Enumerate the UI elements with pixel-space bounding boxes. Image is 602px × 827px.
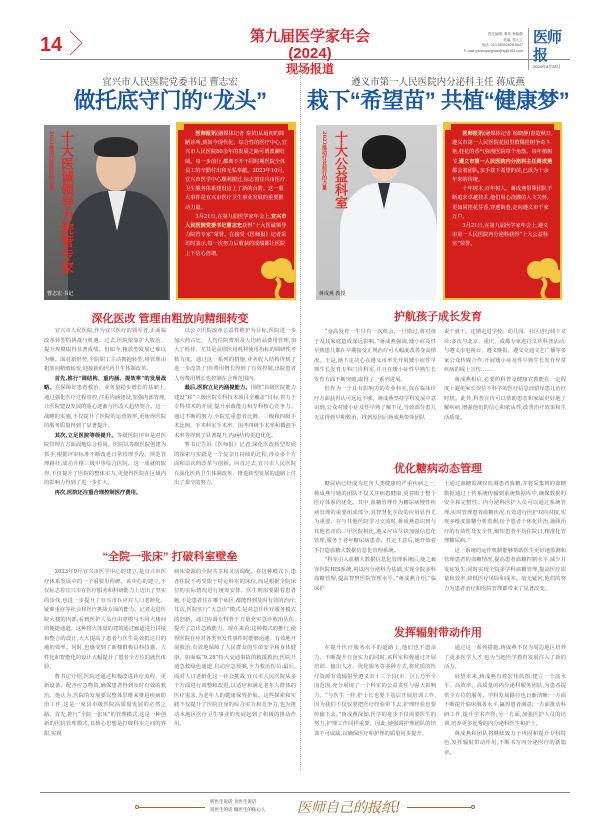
photo-caption: 曹志宏 书记	[47, 291, 74, 297]
right-article-kicker: 遵义市第一人民医院内分泌科主任 蒋成燕	[351, 77, 525, 88]
footer-motto: 医师自己的报纸!	[297, 800, 401, 816]
paragraph-lead: 再次,医院还注重合理控制医疗费用。	[54, 489, 142, 496]
intro-paragraph: 十年树木,百年树人。蒋成燕带领团队不断追求卓越技术,他们用心浇灌的人文关怀,更如同桂花芬香,穿透街巷,走向遵义市千家万户。	[452, 186, 553, 220]
right-section-heading-3: 发挥辐射带动作用	[394, 627, 482, 639]
paragraph: 以公立医院改革公益性维护为目标,医院进一步加大药占比、人均住院费用及人均药品费用管理,加大了耗材、尤其是高值医用耗材使用指标的调研性考核力度。通过这一系列的措施,业务收入结构得到了进一步改善,门诊费用增长得到了有效控制,出院患者人均费用增长也控制在合理范围内。	[174, 328, 296, 382]
text-column	[174, 327, 296, 503]
text-column	[444, 328, 566, 450]
intro-text: 获得“十大医诚领导力院管专家”荣誉。在接受《医师报》记者采访时表示,每一次努力后收获的成绩都让医院上下信心倍增。	[185, 223, 287, 257]
text-column	[174, 568, 296, 788]
paragraph-lead: 最后,医院立足内涵提能力。	[184, 385, 251, 391]
editor-line: 美编: 蔡元文	[503, 37, 523, 42]
left-section-1-body	[44, 327, 296, 503]
issue-date: 2024年3月28日	[533, 64, 561, 69]
right-section-1-body	[314, 328, 566, 450]
byline-note: (融媒体记者 秦苗)	[216, 131, 259, 137]
portrait-white-coat	[340, 183, 437, 300]
auspicious-cloud-icon	[256, 256, 296, 300]
text-column	[314, 328, 436, 450]
text-column	[444, 644, 566, 788]
paragraph: 宜兴市人民医院,作为宜兴医疗的领军者,正面临改革转型的挑战与机遇。过去,医院依靠扩大收治、提升规模取得显著成绩。但如今,粗放型发展已难以为继。面对新形势,全院职工主动拥抱转型,将管理由粗放向精细转变,迎接新的医药卫生体制改革。	[44, 328, 166, 372]
byline-note: (融媒体记者 杨晓静)	[483, 131, 531, 137]
text-column	[314, 644, 436, 788]
right-article-headline: 栽下“希望苗” 共植“健康梦”	[306, 88, 570, 113]
photo-caption: 蒋成燕 教授	[319, 291, 346, 297]
paragraph: 蒋成燕相信,必要的科普及健康宣教能在一定程度上避免家长误信不科学的医疗信息而错误患儿治疗时机。此外,科普宣传可以帮助患者和家属更好地了解疾病,增强他们的信心和依从性,改善治疗效果和生活质量。	[444, 376, 566, 421]
intro-text: 3月21日,在第九届医学家年会上,	[195, 213, 271, 220]
left-portrait-photo	[44, 125, 170, 300]
paragraph-lead: 首先,推行“调结构、重内涵、提效率”的发展战略。	[44, 375, 166, 391]
ornament-dot	[471, 805, 475, 809]
paragraph: 病床资源的全院共享和灵活调配。在这种模式下,患者住院不再受限于特定科室的床位,而是根据全院床位的实际情况进行统筹安排。医生则需要跟着患者跑,不论患者住在哪个病区,都能得到及时有效的治疗;其次,医院实行“大急诊”模式,是对急诊医疗服务模式的创新。通过协调专科骨干力量充实急诊救治队伍,提升了急诊急救能力。现在来看,这种模式的推行,使得医院在应对各类突发性事件时能够迅速、有效地开展救治,有效地保障了人民群众的生命安全和身体健康。如面临“9.28”特大交通事故的救援救治,医院开通急救绿色通道,启动应急预案,全力救治伤员;最后,面对人口老龄化这一社会挑战,宜兴市人民医院从多个方面进行调整和改进,以适应和满足老年人群体的医疗需求,为老年人的健康保驾护航。这些探索和实践不仅提升了医院自身的综合实力和竞争力,也为推动本地区医疗卫生事业的发展起到了积极的推动作用。	[174, 569, 296, 727]
right-intro-box	[443, 122, 562, 300]
text-column	[44, 327, 166, 503]
portrait-hair	[94, 137, 138, 157]
paragraph: 蒋成燕和团队将继续致力于巩固和提升专科特色,发挥辐射带动作用,不断书写内分泌医疗的新篇章。	[444, 730, 566, 756]
honoree-name: 遵义市第一人民医院内分泌科主任蒋成燕	[458, 158, 553, 165]
left-section-2-body	[44, 568, 296, 788]
text-column	[314, 480, 436, 615]
photo-award-subtitle: 2023推动行业前行的力量	[48, 131, 54, 190]
paragraph-text: 围绕“县级医院能力建设”和“三级医院专科技术项目全覆盖”目标,着力于专科技术的开展,提升承载能力和专科核心竞争力。通过不断的努力,全院危重患者比例、三级和四级手术比例、手术科室手术率、国考四级手术率和微创手术率等得到了显著提升,内涵结构更趋优化。	[174, 385, 296, 439]
paragraph: “身高发育一生只有一次机会,一旦错过,将对孩子及其家庭造成深远影响。”蒋成燕强调,矮小症及性早熟患儿都在早期接受正规治疗可大幅度改善身高情况。于是,她下定决心在遵义市率先开展矮小症性早熟生长发育专科门诊科室,并且在矮小症性早熟生长发育方面不断突破,取得了一系列进展。	[314, 329, 436, 383]
right-section-2-body	[314, 480, 566, 615]
right-section-3-body	[314, 644, 566, 788]
left-article-kicker: 宜兴市人民医院党委书记 曹志宏	[102, 77, 238, 88]
paragraph	[174, 384, 296, 441]
paragraph: 在提升医疗服务水平的道路上,他们也不遗余力。不断提升自身实力的同时,该科室积极通过开展培训、输出人才、优化服务等多种方式,将优质的医疗资源有效辐射至遵义市十三个县(市、区),乃至全国范围,充分展现了一个科室的公益责任与强大影响力。“与医生一样,护士长也要下基层开展培训工作,因为我们不仅仅要把医疗经验带下去,护理经验也要传输下去。”蒋成燕深知,医学的进步不仅需要医生的努力,护理工作同样重要。因此,她强调护理团队的培训不可或缺,以确保医疗和护理的质量同步提升。	[314, 645, 436, 737]
editor-email[interactable]: E-mail:yisbaoyangxiaojing@163.com	[464, 48, 523, 53]
paragraph: 通过这一系列措施,蒋成燕不仅为周边地区培养了更多医学人才,也为当地医学教育发展注入了新的活力。	[444, 645, 566, 670]
left-intro-box	[176, 122, 296, 300]
photo-award-title: 十大公益科室	[332, 131, 347, 209]
paragraph: 曹书记介绍,医院还通过积极改进诊疗流程、更新设备、配齐应急物资,确保患者得到及时有效的救治。他认为,医院的发展要以整体思维来推进疾病防治工作,这是一家县市级医院高质量发展的必然之路。首先,推行“全院一张床”的管理模式,这是一种创新的医院管理模式,其核心思想是打破科室之间的界限,实现	[44, 673, 166, 737]
byline: 医师报讯	[462, 131, 484, 137]
intro-paragraph: 从最初的简陋诊所,到如今现代化、综合性的医疗中心,宜兴市人民医院80余年的发展之路可谓波澜壮阔。每一步前行,都离不开不同时期医院全体员工的辛勤付出和无私奉献。2023年10月,宜兴市医学中心顺利搬迁,标志着宜兴市医疗卫生服务体系建设迈上了新的台阶。这一重大事件是宜兴市医疗卫生事业发展的重要推动力量。	[185, 131, 287, 211]
paragraph: 2023年9月宜兴市医学中心的建立,是宜兴市医疗体系发展中的一个重要里程碑。该中心的建立,不仅标志着宜兴市在医疗服务和科研能力上迈出了坚实的步伐,也进一步提升了宜兴市在应对人口老龄化、疑难重症等社会和医疗挑战方面的能力。记者走进医院大楼的内部,看到医护人员自由穿梭与不同大楼间的便捷通道。这种将大体量的建筑通过廊道进行拼接和整合的设计,大大提高了患者与医生高效抵达目的地的效率。同时,也感受到了新楼群极具科技感、人性化和智能化的设计大幅提升了患者全方位的就医体验。	[44, 569, 166, 670]
ornament-line	[139, 807, 205, 808]
paragraph: 这一系统的运作机制能够帮助医生更好地监测和管理患者的血糖情况,提高患者血糖控制水平,减少并发症发生;同时实现全院多学科血糖管理,提高医疗质量和效率,降低医疗风险和成本。毫无疑问,他们的努力为患者治疗和医院管理都带来了显著改变。	[444, 547, 566, 592]
slogan-line: 说医生的话 做医生的贴心人	[210, 808, 266, 813]
section-title-main: 第九届医学家年会(2024)	[249, 28, 370, 62]
footer-slogan	[210, 799, 265, 815]
right-portrait-photo	[316, 125, 437, 300]
auspicious-cloud-icon	[522, 256, 562, 300]
paragraph: 曹书记告诉《医师报》记者,深化医改转型发展的探索与实践是一个复杂且持续的过程,涉及多个方面和层次的改革与创新。回首过去,宜兴市人民医院在深化医药卫生体制改革、推进转型发展的道路上付出了艰辛的努力。	[174, 442, 296, 486]
right-section-heading-2: 优化糖病动态管理	[394, 463, 482, 475]
masthead	[40, 28, 570, 76]
photo-award-subtitle: 2023推动行业前行的力量	[321, 131, 327, 190]
editor-line: 责任编辑: 秦苗 杨晓静	[487, 32, 523, 36]
portrait-hair	[362, 135, 406, 169]
text-column	[444, 480, 566, 615]
honoree-name: 宜兴市人民医院党委书记曹志宏	[185, 213, 287, 230]
column-divider	[300, 66, 301, 771]
slogan-line: 听医生说话 为医生说话	[210, 800, 257, 805]
paragraph: 展望未来,蒋成燕有着宏伟蓝图:建立一个高水平、高效率、高质量的内分泌科服务团队,为患者提供全方位的服务。学科发展路径也日渐清晰:一方面不断提升临床服务水平,赢得患者满意;一方面推动科研工作,提升学术声誉;另一方面,加强医护人员的培训,培养更多优秀的内分泌科医生和护士。	[444, 673, 566, 727]
page-number: 14	[40, 34, 63, 56]
editor-phone: 电话: 010-58302828-6847	[481, 43, 523, 47]
photo-award-title: 十大医诚领导力院管专家	[58, 131, 73, 274]
logo-text: 医师报	[533, 28, 562, 64]
footer-rule	[40, 792, 570, 793]
right-section-heading-1: 护航孩子成长发育	[394, 311, 482, 323]
paragraph	[44, 432, 166, 489]
intro-text: 都会着团队,亲手栽下希望的苗,已成为十余年来的传统。	[452, 167, 549, 184]
byline: 医师报讯	[195, 131, 217, 137]
chevron-right-icon	[68, 30, 84, 56]
text-column	[44, 568, 166, 788]
left-section-heading-2: “全院一张床” 打破科室壁垒	[102, 551, 238, 563]
intro-paragraph: 3月21日,在第九届医学家年会上,遵义市第一人民医院内分泌科获得“十大公益科室”荣誉。	[452, 223, 549, 248]
newspaper-logo	[528, 28, 572, 70]
left-article-headline: 做托底守门的“龙头”	[73, 88, 267, 113]
paragraph	[44, 489, 166, 499]
footer-slogan-banner	[135, 797, 475, 817]
paragraph-text: 等级医院评审是对医院管理方方面面地综合检阅。医院以等级医院创建为抓手,根据评审标准不断改进日常管理手段、规范管理路径,成功升格三级甲等综合医院。这一成就的取得,不仅提升了医院的整体实力,更使得医院在区域内的影响力得到了进一步扩大。	[44, 432, 166, 486]
paragraph: 说干就干。定期走进学校、幼儿园、社区进行线下义诊;多次与北京、重庆、成都专家进行义诊科普活动;与遵义市电视台、遵义晚报、遵义交通文艺广播等多家公众传媒合作,开展矮小症及性早熟生长发育异常疾病的线上宣传……	[444, 329, 566, 373]
editor-credits	[428, 32, 523, 54]
paragraph: 士通过血糖监测仪监测患者血糖,并将采集到的血糖数据通过上传系统传输到系统数据库中,确保数据的安全和完整性。内分泌科医护人员可以通过系统管理,实时管理患者血糖状况,有效进行医护双向对接,实现多维度血糖分析监测,给予患者个体化诊治,兼顾治疗的有效性及安全性,缩短患者平均住院日,精准化管理糖尿病。”	[444, 481, 566, 544]
paragraph: 糖尿病已经成为危害人类健康的严重疾病之一,蒋成燕与她的团队不仅关注病患健康,更着眼于整个医疗体系的优化。其中,血糖管理作为糖尿病慢性疾病管理的重要组成部分,其智慧化手段的应用显得尤为重要。在与其他医院学习交流时,蒋成燕意识到与其他省市的三甲医院相比,遵义应该尽快加强信息化管理,服务于老年糖尿病患者。打定主意后,她开始着手打造血糖大数据信息化管理系统。	[314, 481, 436, 554]
section-title-sub: 现场报道	[285, 62, 334, 76]
paragraph: 但作为一个具有影响力的专业科室,仅在临床诊疗方面获得认可远远不够。蒋成燕坚持学科发展中意识到,公众对矮小症及性早熟了解不足,导致部分患儿无法得到早期救治。找到原因后蒋成燕带领团队	[314, 386, 436, 421]
section-title	[230, 28, 390, 76]
paragraph-text: 在保障好患者救治、业务量稳步增长的基础上,通过强化医疗过程管控,注重内涵建设,加强内部管理,让医院建设发展的重心逐渐与医改大趋势契合。这一战略的实施,不仅提升了医院的运营效率,更使得医院的服务质量得到了显著提升。	[44, 385, 166, 429]
paragraph: “科室引入血糖大数据信息化管理系统后,使之兼容医院HIS系统,再以内分泌科为基础,实现全院多科血糖管理,提高智慧医院管理水平。”蒋成燕介绍,“临床护	[314, 557, 436, 592]
ornament-line	[407, 807, 471, 808]
paragraph	[44, 375, 166, 432]
intro-text: 春造秋日,遵义市第一人民医院花园里救稀桂树争奇斗艳,桂花的香气弥漫医院每个角落。每年植树节,	[452, 131, 553, 165]
left-section-heading-1: 深化医改 管理由粗放向精细转变	[91, 313, 249, 325]
paragraph-lead: 其次,立足医院等级提升。	[54, 432, 117, 439]
